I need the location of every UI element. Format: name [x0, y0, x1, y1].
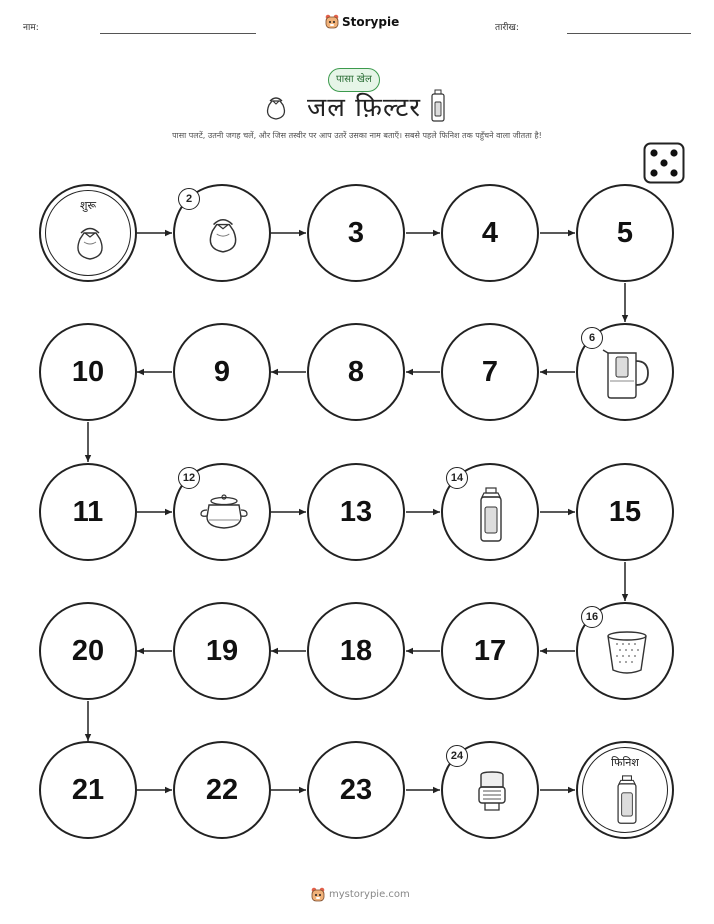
- square-number: 10: [71, 355, 105, 388]
- square-number-badge: 14: [446, 467, 468, 489]
- board-square-3[interactable]: [307, 184, 405, 282]
- board-square-16[interactable]: [576, 602, 674, 700]
- square-number: 20: [71, 634, 105, 667]
- storypie-mascot-icon: [311, 887, 325, 902]
- board-square-6[interactable]: [576, 323, 674, 421]
- board-square-12[interactable]: [173, 463, 271, 561]
- square-number: 7: [481, 355, 499, 388]
- board-square-18[interactable]: [307, 602, 405, 700]
- clay-pot-icon: [199, 493, 249, 533]
- filter-cup-icon: [605, 630, 649, 676]
- square-number: 13: [339, 495, 373, 528]
- square-number: 18: [339, 634, 373, 667]
- name-label: नाम:: [23, 23, 39, 33]
- square-number: 21: [71, 773, 105, 806]
- drawstring-pouch-icon: [70, 222, 110, 262]
- square-number-badge: 2: [178, 188, 200, 210]
- board-square-10[interactable]: [39, 323, 137, 421]
- board-square-2[interactable]: [173, 184, 271, 282]
- square-number-badge: 6: [581, 327, 603, 349]
- square-number: 23: [339, 773, 373, 806]
- brand-name: Storypie: [342, 14, 400, 29]
- board-square-17[interactable]: [441, 602, 539, 700]
- square-number-badge: 12: [178, 467, 200, 489]
- instructions-text: पासा पलटें, उतनी जगह चलें, और जिस तस्वीर पर आप उतरें उसका नाम बताएँ। सबसे पहले फिनिश तक पहुँचने वाला जीतता है!: [172, 131, 542, 140]
- board-square-20[interactable]: [39, 602, 137, 700]
- board-square-21[interactable]: [39, 741, 137, 839]
- board-square-22[interactable]: [173, 741, 271, 839]
- drawstring-pouch-icon: [202, 213, 244, 255]
- square-number: 19: [205, 634, 239, 667]
- water-filter-pitcher-icon: [602, 347, 654, 401]
- footer-url[interactable]: mystorypie.com: [329, 889, 410, 900]
- board-square-23[interactable]: [307, 741, 405, 839]
- footer: [311, 887, 410, 902]
- finish-label: फिनिश: [611, 756, 639, 769]
- board-square-8[interactable]: [307, 323, 405, 421]
- square-number-badge: 24: [446, 745, 468, 767]
- square-number: 15: [608, 495, 642, 528]
- square-number: 8: [347, 355, 365, 388]
- filter-bottle-icon: [478, 487, 504, 543]
- start-label: शुरू: [79, 199, 97, 212]
- square-number-badge: 16: [581, 606, 603, 628]
- game-type-badge: पासा खेल: [328, 68, 380, 92]
- start-square[interactable]: [39, 184, 137, 282]
- date-label: तारीख:: [495, 23, 519, 33]
- square-number: 4: [481, 216, 499, 249]
- faucet-filter-icon: [473, 771, 511, 813]
- board-square-4[interactable]: [441, 184, 539, 282]
- board-square-5[interactable]: [576, 184, 674, 282]
- square-number: 3: [347, 216, 365, 249]
- square-number: 9: [213, 355, 231, 388]
- board-square-24[interactable]: [441, 741, 539, 839]
- board-square-19[interactable]: [173, 602, 271, 700]
- board-square-7[interactable]: [441, 323, 539, 421]
- page-title: जल फ़िल्टर: [307, 93, 422, 123]
- square-number: 17: [473, 634, 507, 667]
- square-number: 5: [616, 216, 634, 249]
- board-square-15[interactable]: [576, 463, 674, 561]
- board-square-13[interactable]: [307, 463, 405, 561]
- board-square-11[interactable]: [39, 463, 137, 561]
- board-square-14[interactable]: [441, 463, 539, 561]
- finish-square[interactable]: [576, 741, 674, 839]
- square-number: 11: [72, 495, 104, 528]
- square-number: 22: [205, 773, 239, 806]
- filter-bottle-icon: [614, 775, 640, 825]
- board-square-9[interactable]: [173, 323, 271, 421]
